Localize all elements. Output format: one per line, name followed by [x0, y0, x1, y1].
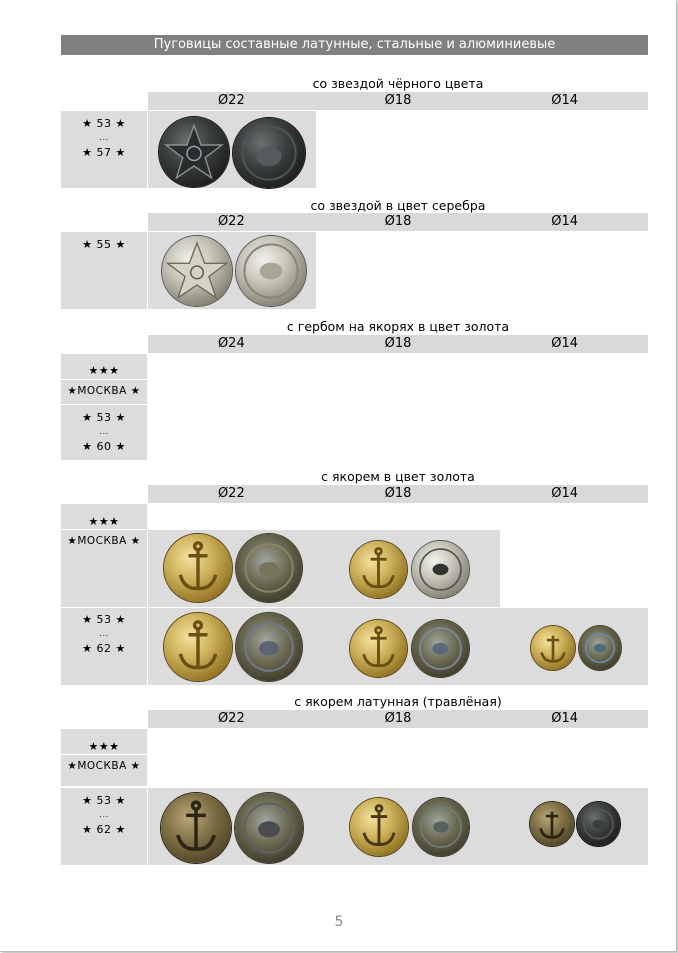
etched-anchor-button-front: [161, 793, 231, 863]
range-dots: ...: [98, 133, 110, 143]
section-title-black-star: со звездой чёрного цвета: [312, 76, 484, 91]
moscow-label: ★МОСКВА ★: [67, 760, 141, 772]
gold-anchor-button-front: [350, 620, 407, 677]
year-end-label: ★ 57 ★: [82, 146, 126, 159]
size-col-1: Ø22: [217, 711, 245, 726]
moscow-label: ★МОСКВА ★: [67, 385, 141, 397]
etched-anchor-button-back: [235, 793, 303, 863]
size-col-1: Ø22: [217, 214, 245, 229]
size-col-2: Ø18: [384, 93, 412, 108]
gold-anchor-button-back: [579, 626, 621, 670]
silver-star-button-front: [162, 236, 232, 306]
range-dots: ...: [98, 427, 110, 437]
row-label: [61, 411, 147, 453]
size-col-1: Ø24: [217, 336, 245, 351]
gold-anchor-button-back: [236, 613, 302, 681]
page-number: 5: [334, 914, 344, 930]
etched-anchor-button-front: [530, 802, 574, 846]
year-start-label: ★ 53 ★: [82, 613, 126, 626]
range-dots: ...: [98, 629, 110, 639]
moscow-label: ★МОСКВА ★: [67, 535, 141, 547]
row-label: ★ 55 ★: [82, 238, 126, 251]
year-start-label: ★ 53 ★: [82, 794, 126, 807]
size-col-3: Ø14: [551, 711, 579, 726]
size-header: [148, 213, 648, 231]
size-col-2: Ø18: [384, 486, 412, 501]
stars-label: ★★★: [88, 515, 120, 528]
row-label: [61, 117, 147, 159]
black-star-button-front: [159, 117, 229, 187]
etched-anchor-button-back: [577, 802, 620, 846]
year-start-label: ★ 53 ★: [82, 411, 126, 424]
gold-anchor-button-back: [236, 534, 302, 602]
section-title-emblem-anchors: с гербом на якорях в цвет золота: [286, 319, 510, 334]
size-col-2: Ø18: [384, 711, 412, 726]
etched-anchor-button-back: [413, 798, 469, 856]
gold-anchor-button-front: [350, 541, 407, 598]
stars-label: ★★★: [88, 364, 120, 377]
year-end-label: ★ 60 ★: [82, 440, 126, 453]
section-title-gold-anchor: с якорем в цвет золота: [321, 469, 475, 484]
etched-anchor-button-front: [350, 798, 408, 856]
page-title: Пуговицы составные латунные, стальные и алюминиевые: [61, 35, 648, 55]
row-label: [61, 794, 147, 836]
gold-anchor-button-back: [412, 541, 469, 598]
section-title-etched-anchor: с якорем латунная (травлёная): [294, 694, 502, 709]
year-end-label: ★ 62 ★: [82, 823, 126, 836]
stars-label: ★★★: [88, 740, 120, 753]
section-title-silver-star: со звездой в цвет серебра: [310, 198, 486, 213]
size-header: [148, 335, 648, 353]
silver-star-button-back: [236, 236, 306, 306]
size-col-1: Ø22: [217, 93, 245, 108]
gold-anchor-button-front: [531, 626, 575, 670]
row-label: [61, 613, 147, 655]
gold-anchor-button-front: [164, 534, 232, 602]
black-star-button-back: [233, 118, 305, 188]
size-header: [148, 710, 648, 728]
size-col-2: Ø18: [384, 214, 412, 229]
label-cell: [61, 504, 147, 685]
size-col-1: Ø22: [217, 486, 245, 501]
size-header: [148, 92, 648, 110]
range-dots: ...: [98, 810, 110, 820]
size-col-3: Ø14: [551, 214, 579, 229]
year-end-label: ★ 62 ★: [82, 642, 126, 655]
year-start-label: ★ 53 ★: [82, 117, 126, 130]
size-col-2: Ø18: [384, 336, 412, 351]
gold-anchor-button-front: [164, 613, 232, 681]
size-col-3: Ø14: [551, 93, 579, 108]
size-col-3: Ø14: [551, 336, 579, 351]
size-col-3: Ø14: [551, 486, 579, 501]
gold-anchor-button-back: [412, 620, 469, 677]
size-header: [148, 485, 648, 503]
